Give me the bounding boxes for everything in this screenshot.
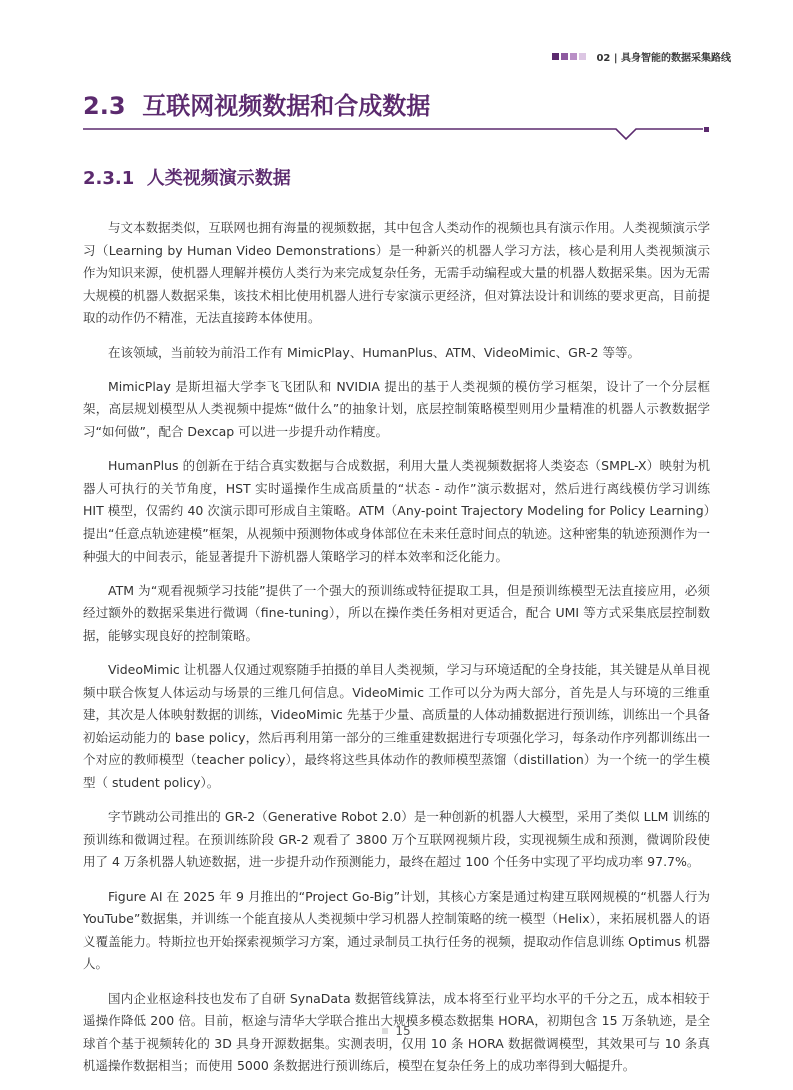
section-number: 2.3 <box>83 92 126 120</box>
paragraph: ATM 为“观看视频学习技能”提供了一个强大的预训练或特征提取工具，但是预训练模型无法直接应用，必须经过额外的数据采集进行微调（fine-tuning），所以在操作类任务相对更适合，配合 UMI 等方式采集底层控制数据，能够实现良好的控制策略。 <box>83 582 710 643</box>
paragraph: 字节跳动公司推出的 GR-2（Generative Robot 2.0）是一种创新的机器人大模型，采用了类似 LLM 训练的预训练和微调过程。在预训练阶段 GR-2 观看了 3800 万个互联网视频片段，实现视频生成和预测，微调阶段使用了 4 万条机器人轨迹数据，进一步提升动作预测能力，最终在超过 100 个任务中实现了平均成功率 97.7%。 <box>83 809 710 870</box>
header-decoration <box>552 53 586 60</box>
header-square-icon <box>579 53 586 60</box>
running-header <box>552 49 731 64</box>
paragraph: MimicPlay 是斯坦福大学李飞飞团队和 NVIDIA 提出的基于人类视频的模仿学习框架，设计了一个分层框架，高层规划模型从人类视频中提炼“做什么”的抽象计划，底层控制策略模型则用少量精准的机器人示教数据学习“如何做”，配合 Dexcap 可以进一步提升动作精度。 <box>83 378 710 439</box>
paragraph: 与文本数据类似，互联网也拥有海量的视频数据，其中包含人类动作的视频也具有演示作用。人类视频演示学习（Learning by Human Video Demonstrations）是一种新兴的机器人学习方法，核心是利用人类视频演示作为知识来源，使机器人理解并模仿人类行为来完成复杂任务，无需手动编程或大量的机器人数据采集。因为无需大规模的机器人数据采集，该技术相比使用机器人进行专家演示更经济，但对算法设计和训练的要求更高，目前提取的动作仍不精准，无法直接跨本体使用。 <box>83 220 710 326</box>
running-title: 02 | 具身智能的数据采集路线 <box>596 53 731 64</box>
paragraph: Figure AI 在 2025 年 9 月推出的“Project Go-Big”计划，其核心方案是通过构建互联网规模的“机器人行为YouTube”数据集，并训练一个能直接从人类视频中学习机器人控制策略的统一模型（Helix），来拓展机器人的语义覆盖能力。特斯拉也开始探索视频学习方案，通过录制员工执行任务的视频，提取动作信息训练 Optimus 机器人。 <box>83 888 710 972</box>
header-square-icon <box>552 53 559 60</box>
section-heading <box>83 86 430 121</box>
paragraph: 在该领域，当前较为前沿工作有 MimicPlay、HumanPlus、ATM、VideoMimic、GR-2 等等。 <box>108 344 640 360</box>
subsection-heading <box>83 164 291 190</box>
header-square-icon <box>561 53 568 60</box>
paragraph: HumanPlus 的创新在于结合真实数据与合成数据，利用大量人类视频数据将人类姿态（SMPL-X）映射为机器人可执行的关节角度，HST 实时遥操作生成高质量的“状态 - 动作”演示数据对，然后进行离线模仿学习训练 HIT 模型，仅需约 40 次演示即可形成自主策略。ATM（Any-point Trajectory Modeling for Policy Learning）提出“任意点轨迹建模”框架，从视频中预测物体或身体部位在未来任意时间点的轨迹。这种密集的轨迹预测作为一种强大的中间表示，能显著提升下游机器人策略学习的样本效率和泛化能力。 <box>83 458 710 564</box>
section-title: 互联网视频数据和合成数据 <box>142 92 431 120</box>
body-text <box>83 217 710 1090</box>
page-number: 15 <box>395 1024 411 1038</box>
footer-square-icon <box>382 1028 388 1034</box>
page-footer <box>0 1024 793 1038</box>
section-underline-decoration <box>83 0 711 160</box>
paragraph: 国内企业枢途科技也发布了自研 SynaData 数据管线算法，成本将至行业平均水平的千分之五，成本相较于遥操作降低 200 倍。目前，枢途与清华大学联合推出大规模多模态数据集 HORA，初期包含 15 万条轨迹，是全球首个基于视频转化的 3D 具身开源数据集。实测表明，仅用 10 条 HORA 数据微调模型，其效果可与 10 条真机遥操作数据相当；而使用 5000 条数据进行预训练后，模型在复杂任务上的成功率得到大幅提升。 <box>83 990 710 1074</box>
subsection-number: 2.3.1 <box>83 168 135 189</box>
header-square-icon <box>570 53 577 60</box>
paragraph: VideoMimic 让机器人仅通过观察随手拍摄的单目人类视频，学习与环境适配的全身技能，其关键是从单目视频中联合恢复人体运动与场景的三维几何信息。VideoMimic 工作可以分为两大部分，首先是人与环境的三维重建，其次是人体映射数据的训练，VideoMimic 先基于少量、高质量的人体动捕数据进行预训练，训练出一个具备初始运动能力的 base policy，然后再利用第一部分的三维重建数据进行专项强化学习，每条动作序列都训练出一个对应的教师模型（teacher policy），最终将这些具体动作的教师模型蒸馏（distillation）为一个统一的学生模型（ student policy）。 <box>83 662 710 791</box>
subsection-title: 人类视频演示数据 <box>146 168 291 189</box>
